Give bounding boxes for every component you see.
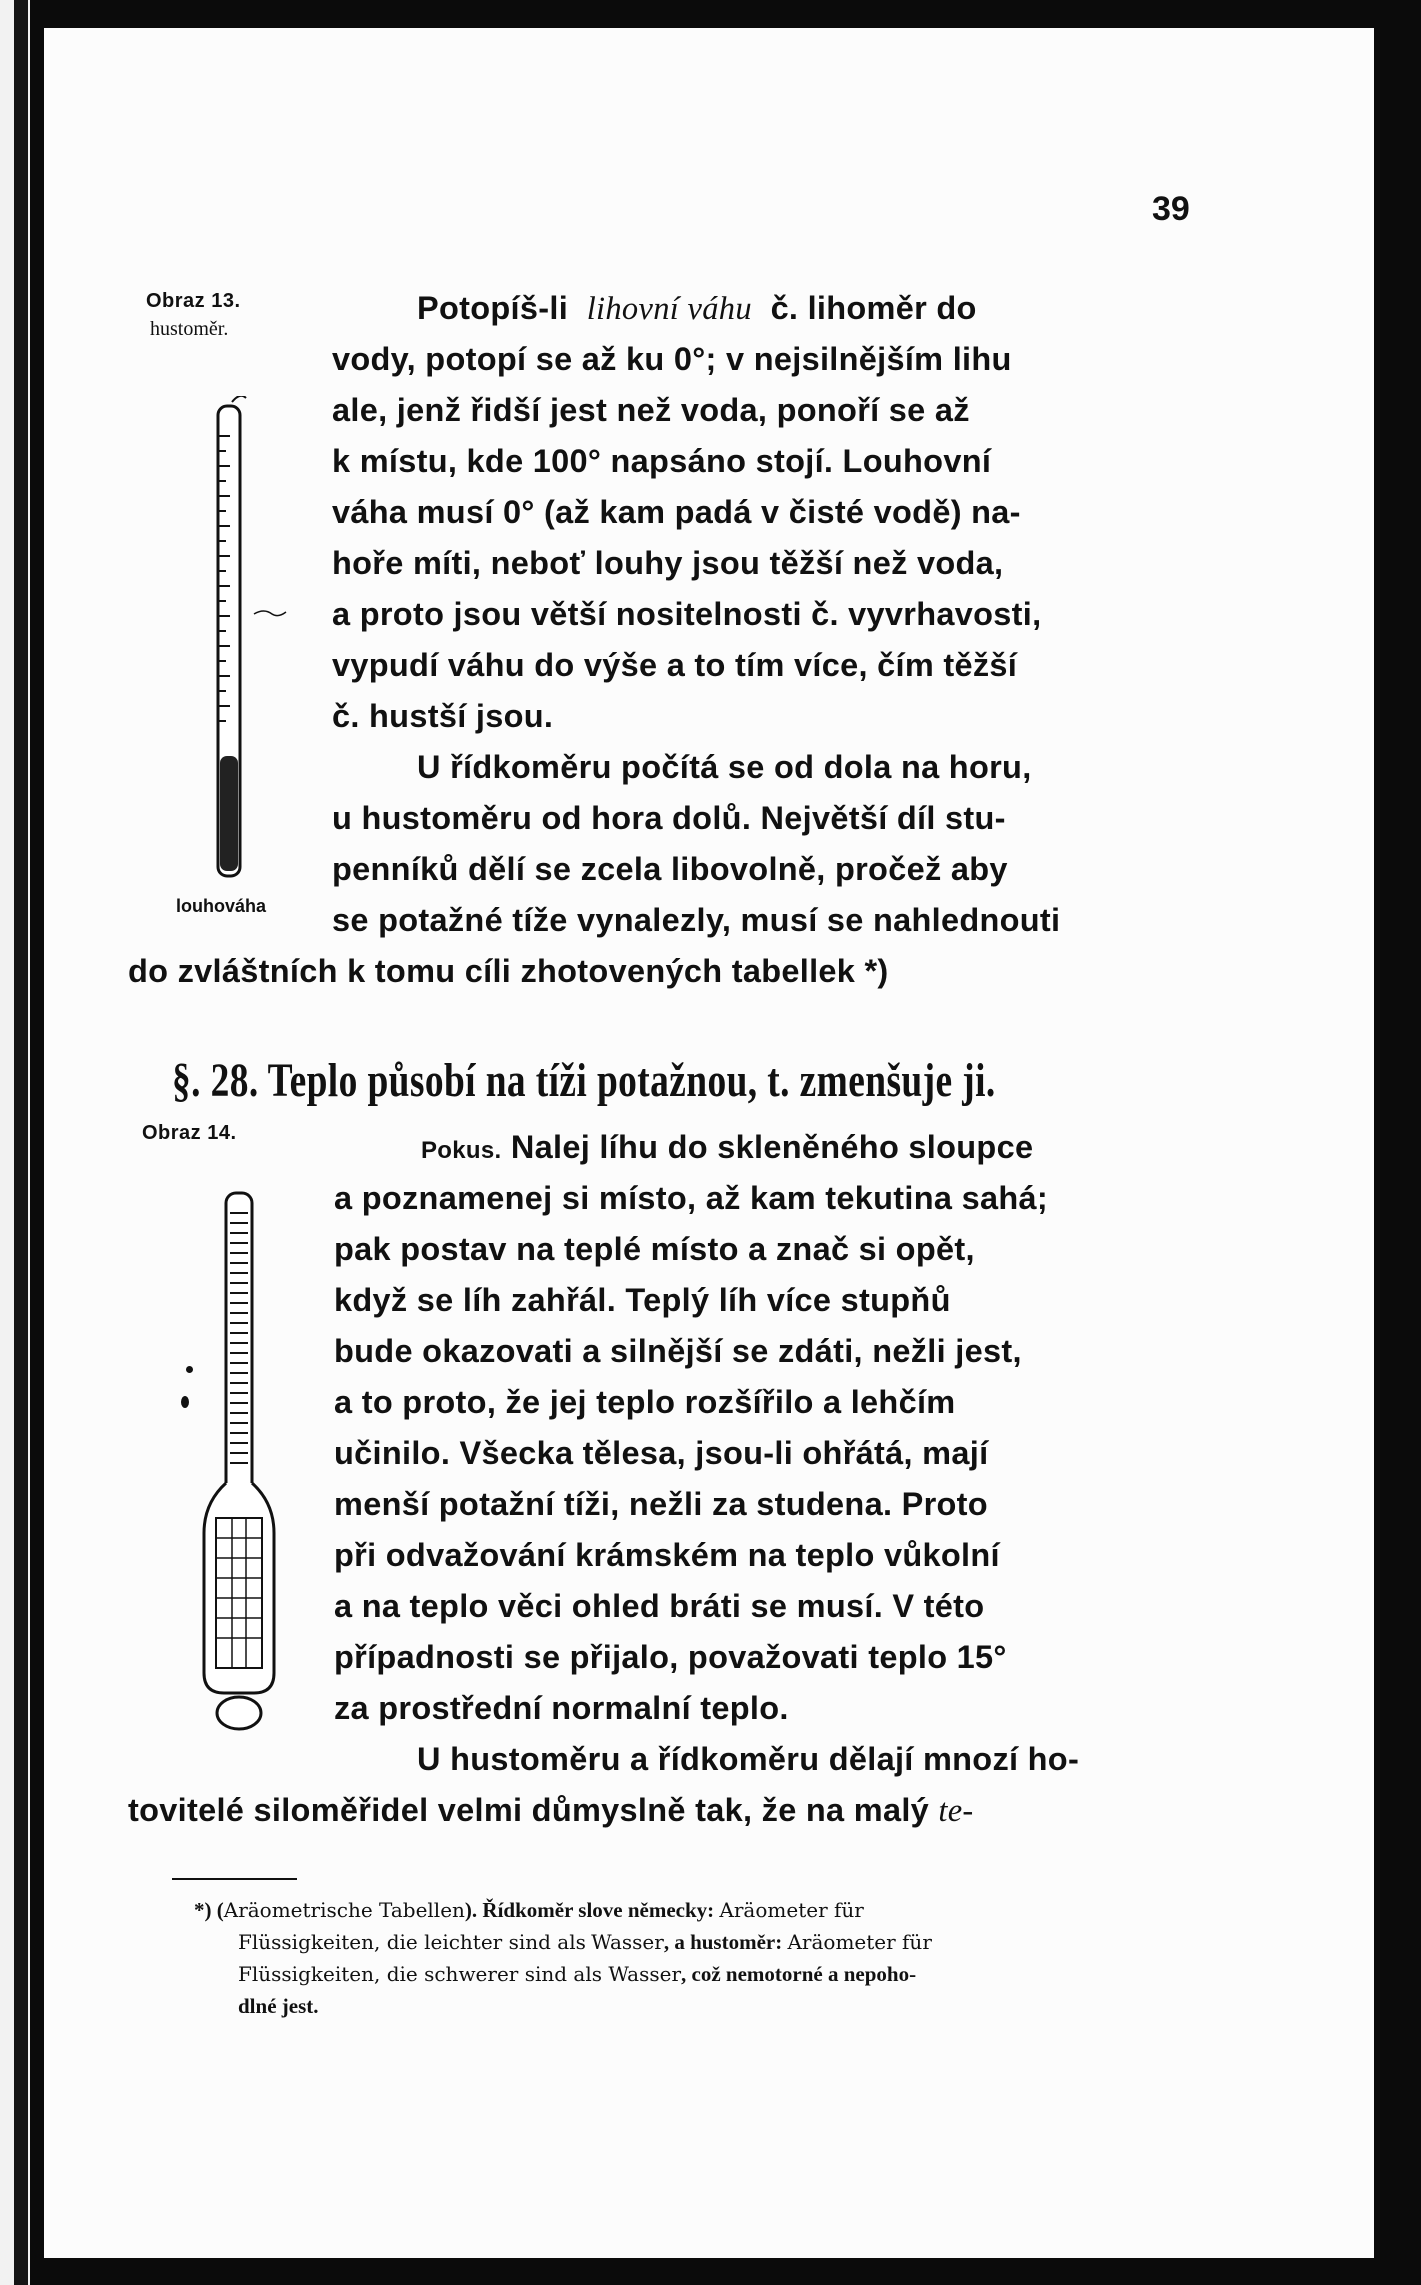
text-line: učinilo. Všecka tělesa, jsou-li ohřátá, mají (334, 1435, 989, 1471)
text-line: tovitelé siloměřidel velmi důmyslně tak, že na malý te- (128, 1792, 974, 1829)
footnote-line: *) (Aräometrische Tabellen). Řídkoměr slove německy: Aräometer für (194, 1898, 864, 1922)
section-heading: §. 28. Teplo působí na tíži potažnou, t. zmenšuje ji. (172, 1054, 996, 1107)
book-page (44, 28, 1374, 2258)
text-line: ale, jenž řidší jest než voda, ponoří se až (332, 392, 970, 428)
figure-13-caption: hustoměr. (150, 318, 229, 340)
thermometer-illustration (184, 1173, 314, 1733)
figure-mark-dot (181, 1396, 189, 1408)
text-line: při odvažování krámském na teplo vůkolní (334, 1537, 1000, 1573)
text-line: když se líh zahřál. Teplý líh více stupňů (334, 1282, 951, 1318)
text-line: menší potažní tíži, nežli za studena. Proto (334, 1486, 988, 1522)
text-line: hoře míti, neboť louhy jsou těžší než voda, (332, 545, 1004, 581)
hydrometer-illustration (194, 396, 304, 886)
page-number: 39 (1152, 190, 1190, 228)
text-line: penníků dělí se zcela libovolně, pročež aby (332, 851, 1008, 887)
text-line: za prostřední normalní teplo. (334, 1690, 789, 1726)
text-line: a proto jsou větší nositelnosti č. vyvrhavosti, (332, 596, 1042, 632)
footnote-line: Flüssigkeiten, die leichter sind als Wasser, a hustoměr: Aräometer für (238, 1930, 932, 1954)
text-line: a to proto, že jej teplo rozšířilo a lehčím (334, 1384, 956, 1420)
footnote-rule (172, 1878, 297, 1880)
text-line: do zvláštních k tomu cíli zhotovených tabellek *) (128, 953, 889, 989)
footnote-line: dlné jest. (238, 1994, 319, 2018)
text-line: k místu, kde 100° napsáno stojí. Louhovní (332, 443, 992, 479)
text-line: vody, potopí se až ku 0°; v nejsilnějším lihu (332, 341, 1012, 377)
text-line: Pokus. Nalej líhu do skleněného sloupce (421, 1129, 1034, 1165)
text-line: u hustoměru od hora dolů. Největší díl stu- (332, 800, 1006, 836)
text-line: váha musí 0° (až kam padá v čisté vodě) na- (332, 494, 1021, 530)
text-line: a na teplo věci ohled bráti se musí. V této (334, 1588, 985, 1624)
footnote-line: Flüssigkeiten, die schwerer sind als Wasser, což nemotorné a nepoho- (238, 1962, 917, 1986)
text-line: vypudí váhu do výše a to tím více, čím těžší (332, 647, 1018, 683)
text-line: případnosti se přijalo, považovati teplo 15° (334, 1639, 1007, 1675)
text-line: se potažné tíže vynalezly, musí se nahlednouti (332, 902, 1061, 938)
figure-14-label: Obraz 14. (142, 1122, 237, 1144)
text-line: a poznamenej si místo, až kam tekutina sahá; (334, 1180, 1048, 1216)
text-line: U hustoměru a řídkoměru dělají mnozí ho- (417, 1741, 1080, 1777)
book-gutter-shadow (14, 0, 28, 2285)
figure-13-label: Obraz 13. (146, 290, 241, 312)
text-line: U řídkoměru počítá se od dola na horu, (417, 749, 1032, 785)
text-line: č. hustší jsou. (332, 698, 554, 734)
figure-mark-dot (186, 1366, 193, 1373)
figure-13-side-label: louhováha (176, 896, 267, 916)
text-line: pak postav na teplé místo a znač si opět, (334, 1231, 975, 1267)
text-line: bude okazovati a silnější se zdáti, nežli jest, (334, 1333, 1022, 1369)
text-line: Potopíš-li lihovní váhu č. lihoměr do (417, 290, 977, 327)
